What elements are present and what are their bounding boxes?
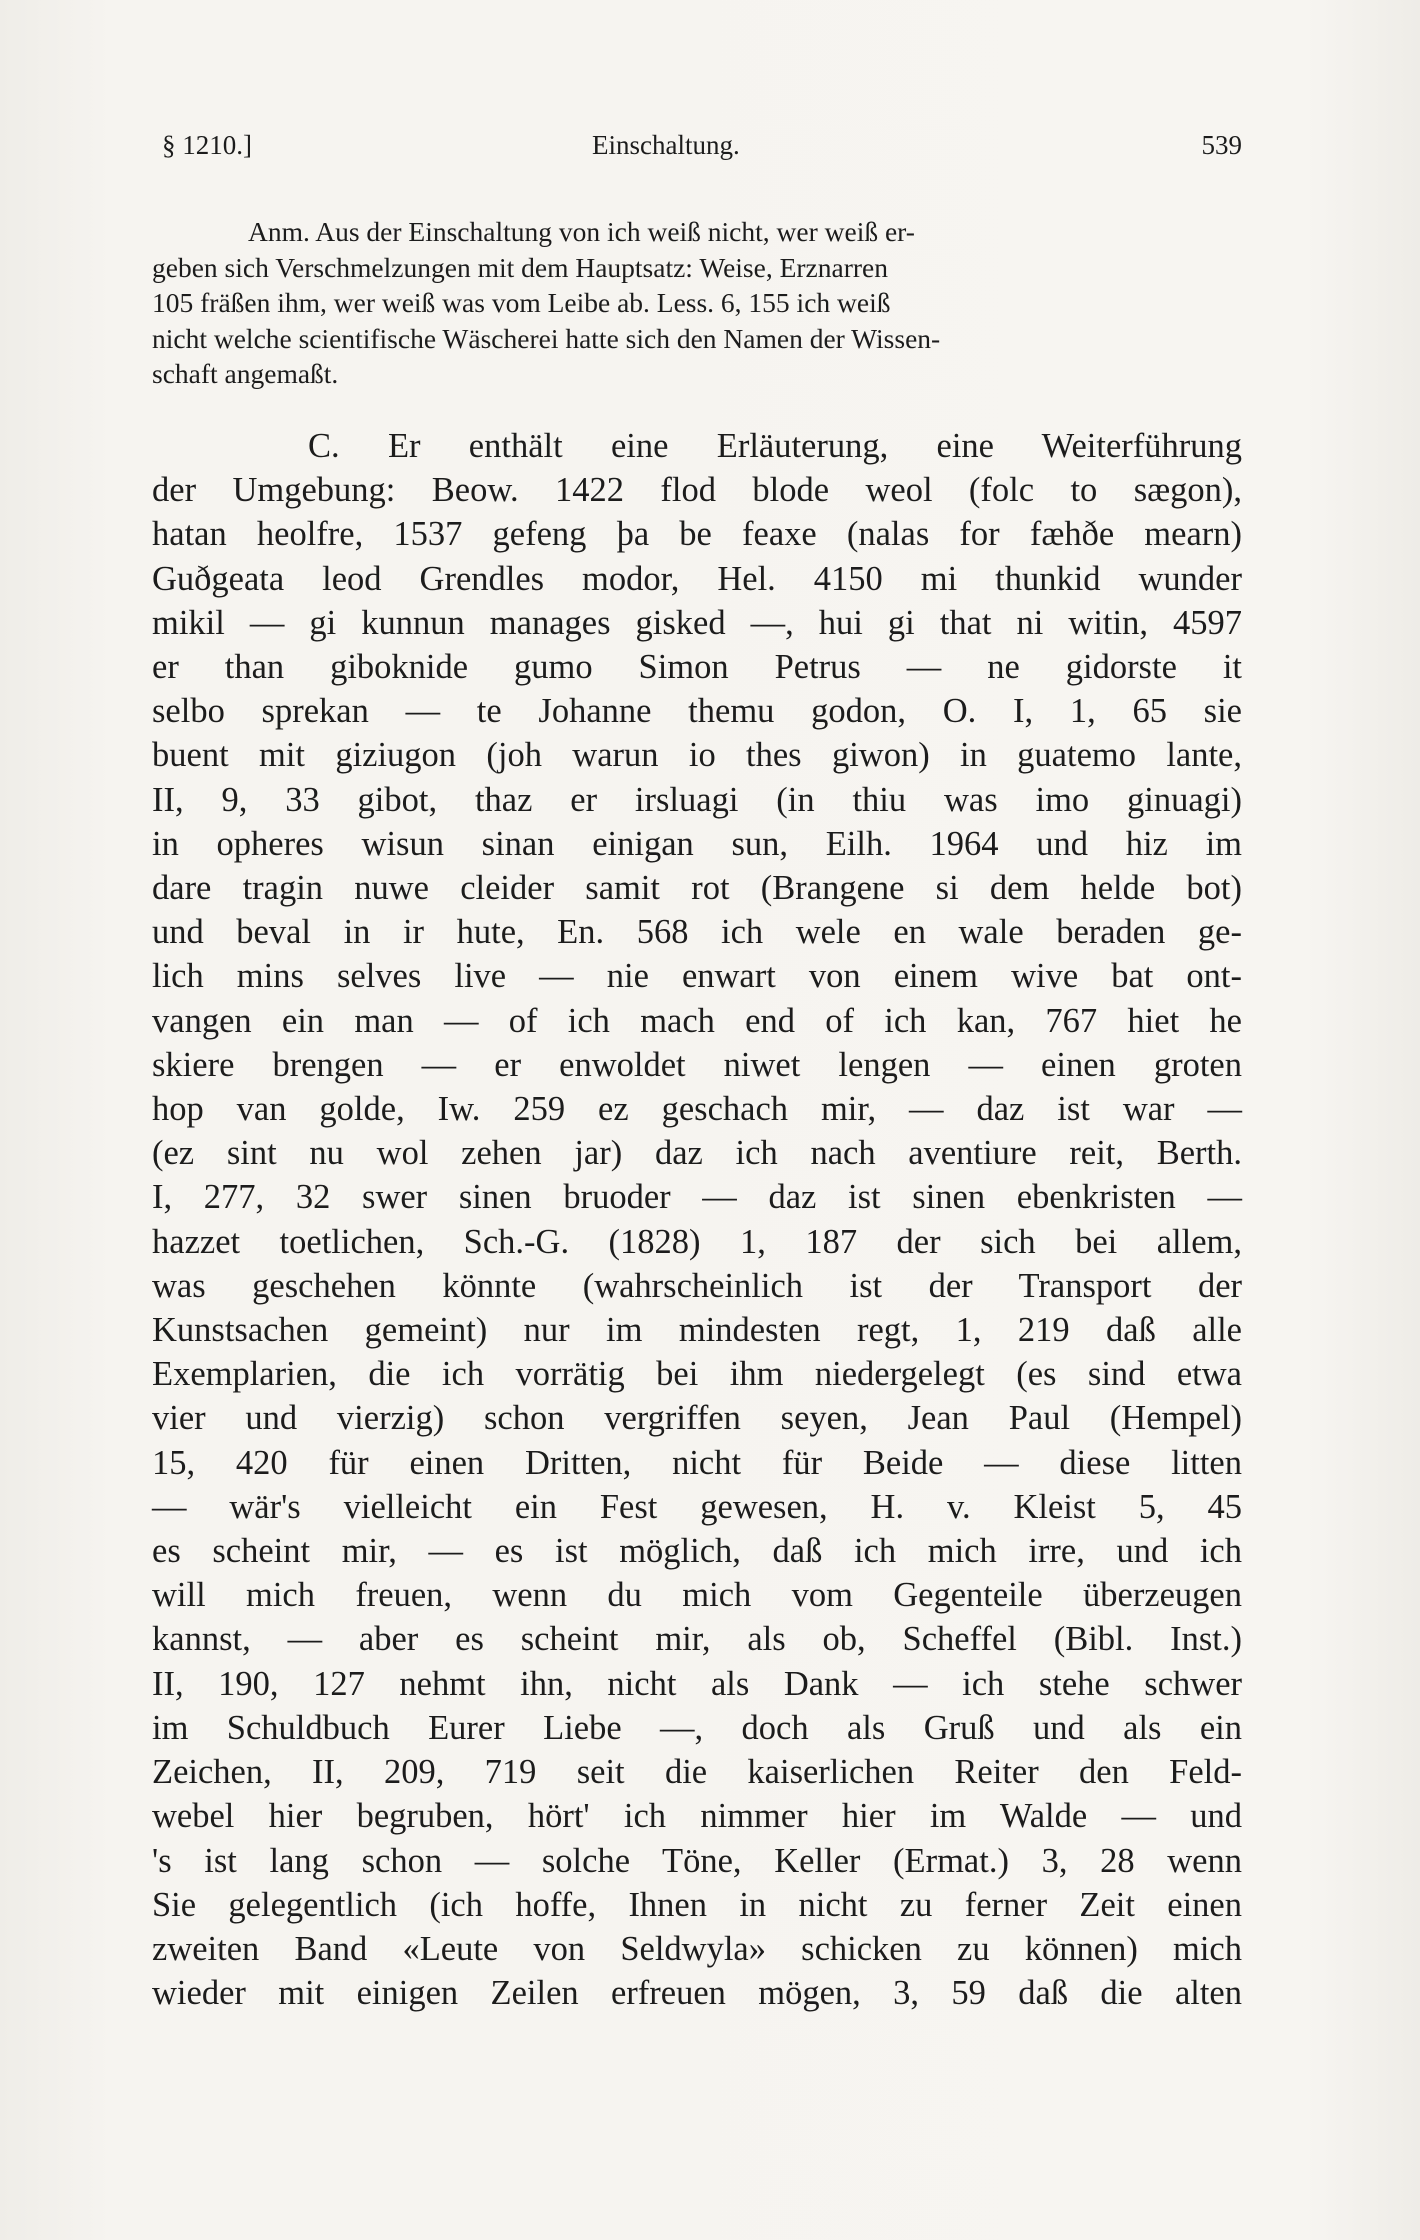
text-line: kannst, — aber es scheint mir, als ob, Scheffel (Bibl. Inst.)	[152, 1620, 1242, 1659]
text-line: es scheint mir, — es ist möglich, daß ich mich irre, und ich	[152, 1532, 1242, 1571]
text-line: mikil — gi kunnun manages gisked —, hui gi that ni witin, 4597	[152, 603, 1242, 642]
note-line: 105 fräßen ihm, wer weiß was vom Leibe ab. Less. 6, 155 ich weiß	[152, 287, 891, 318]
text-line: Exemplarien, die ich vorrätig bei ihm niedergelegt (es sind etwa	[152, 1355, 1242, 1394]
annotation-paragraph	[152, 214, 1242, 392]
note-line: nicht welche scientifische Wäscherei hatte sich den Namen der Wissen-	[152, 322, 941, 354]
text-line: lich mins selves live — nie enwart von einem wive bat ont-	[152, 957, 1242, 996]
text-line: — wär's vielleicht ein Fest gewesen, H. v. Kleist 5, 45	[152, 1487, 1242, 1526]
text-line: im Schuldbuch Eurer Liebe —, doch als Gruß und als ein	[152, 1708, 1242, 1747]
text-line: 's ist lang schon — solche Töne, Keller (Ermat.) 3, 28 wenn	[152, 1841, 1242, 1880]
text-line: vangen ein man — of ich mach end of ich kan, 767 hiet he	[152, 1001, 1242, 1040]
text-line: II, 9, 33 gibot, thaz er irsluagi (in thiu was imo ginuagi)	[152, 780, 1242, 819]
note-line: geben sich Verschmelzungen mit dem Hauptsatz: Weise, Erznarren	[152, 251, 888, 283]
text-line: dare tragin nuwe cleider samit rot (Brangene si dem helde bot)	[152, 869, 1242, 908]
text-line: I, 277, 32 swer sinen bruoder — daz ist sinen ebenkristen —	[152, 1178, 1242, 1217]
text-line: Zeichen, II, 209, 719 seit die kaiserlichen Reiter den Feld-	[152, 1753, 1242, 1792]
text-line: will mich freuen, wenn du mich vom Gegenteile überzeugen	[152, 1576, 1242, 1615]
text-line: der Umgebung: Beow. 1422 flod blode weol (folc to sægon),	[152, 471, 1242, 510]
text-line: was geschehen könnte (wahrscheinlich ist der Transport der	[152, 1266, 1242, 1305]
text-line: vier und vierzig) schon vergriffen seyen, Jean Paul (Hempel)	[152, 1399, 1242, 1438]
text-line: hazzet toetlichen, Sch.-G. (1828) 1, 187 der sich bei allem,	[152, 1222, 1242, 1261]
text-line: hop van golde, Iw. 259 ez geschach mir, — daz ist war —	[152, 1090, 1242, 1129]
section-reference: § 1210.]	[162, 130, 252, 160]
running-header	[162, 130, 1242, 170]
text-line: und beval in ir hute, En. 568 ich wele en wale beraden ge-	[152, 913, 1242, 952]
text-line: zweiten Band «Leute von Seldwyla» schicken zu können) mich	[152, 1929, 1242, 1968]
main-text	[152, 424, 1242, 2015]
text-line: wieder mit einigen Zeilen erfreuen mögen, 3, 59 daß die alten	[152, 1974, 1242, 2013]
text-line: webel hier begruben, hört' ich nimmer hier im Walde — und	[152, 1797, 1242, 1836]
text-line: buent mit giziugon (joh warun io thes giwon) in guatemo lante,	[152, 736, 1242, 775]
text-line: II, 190, 127 nehmt ihn, nicht als Dank — ich stehe schwer	[152, 1664, 1242, 1703]
text-line: 15, 420 für einen Dritten, nicht für Beide — diese litten	[152, 1443, 1242, 1482]
text-line: in opheres wisun sinan einigan sun, Eilh. 1964 und hiz im	[152, 824, 1242, 863]
text-line: selbo sprekan — te Johanne themu godon, O. I, 1, 65 sie	[152, 692, 1242, 731]
text-line: er than giboknide gumo Simon Petrus — ne gidorste it	[152, 648, 1242, 687]
text-line: Guðgeata leod Grendles modor, Hel. 4150 mi thunkid wunder	[152, 559, 1242, 598]
page-number: 539	[1201, 130, 1242, 160]
text-line: C. Er enthält eine Erläuterung, eine Weiterführung	[308, 427, 1242, 465]
text-line: (ez sint nu wol zehen jar) daz ich nach aventiure reit, Berth.	[152, 1134, 1242, 1173]
note-line: schaft angemaßt.	[152, 358, 339, 389]
text-line: skiere brengen — er enwoldet niwet lengen — einen groten	[152, 1045, 1242, 1084]
text-line: hatan heolfre, 1537 gefeng þa be feaxe (nalas for fæhðe mearn)	[152, 515, 1242, 554]
text-line: Kunstsachen gemeint) nur im mindesten regt, 1, 219 daß alle	[152, 1311, 1242, 1350]
header-title: Einschaltung.	[592, 130, 740, 160]
text-line: Sie gelegentlich (ich hoffe, Ihnen in nicht zu ferner Zeit einen	[152, 1885, 1242, 1924]
note-line: Anm. Aus der Einschaltung von ich weiß nicht, wer weiß er-	[248, 216, 915, 247]
